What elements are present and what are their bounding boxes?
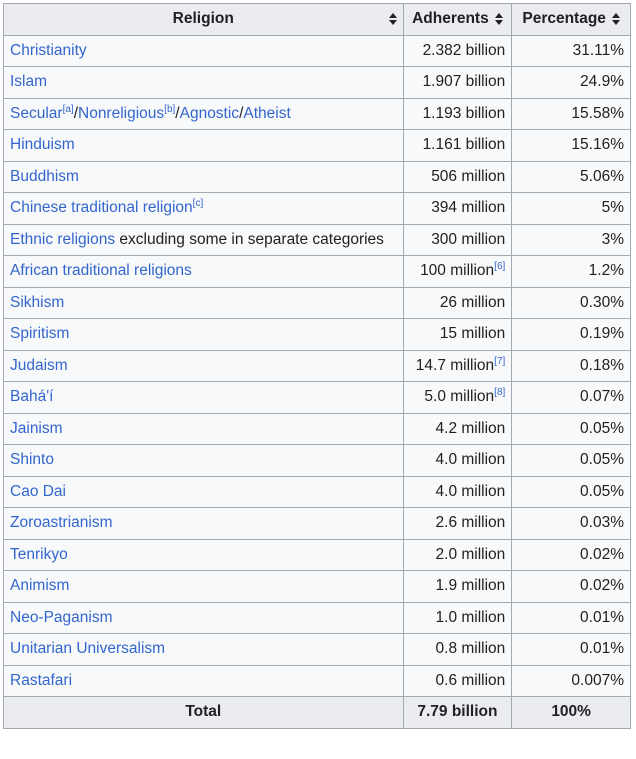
religion-cell <box>4 539 404 571</box>
adherents-value: 506 million <box>431 167 506 185</box>
religion-link[interactable]: Chinese traditional religion <box>10 199 193 217</box>
percentage-cell: 0.18% <box>512 350 631 382</box>
religion-link[interactable]: Nonreligious <box>78 104 165 122</box>
adherents-value: 2.382 billion <box>422 41 506 59</box>
religion-cell <box>4 161 404 193</box>
adherents-cell <box>403 319 512 351</box>
religion-cell <box>4 319 404 351</box>
column-header-label: Percentage <box>522 10 606 28</box>
adherents-cell <box>403 224 512 256</box>
religion-cell <box>4 665 404 697</box>
separator: / <box>73 104 78 122</box>
percentage-cell: 0.03% <box>512 508 631 540</box>
table-row <box>4 193 631 225</box>
adherents-value: 26 million <box>439 293 506 311</box>
column-header-adherents[interactable] <box>403 4 512 36</box>
footnote-link[interactable]: [b] <box>164 103 176 115</box>
adherents-cell <box>403 476 512 508</box>
religion-link[interactable]: Animism <box>10 577 70 595</box>
column-header-percentage[interactable] <box>512 4 631 36</box>
religion-link[interactable]: Christianity <box>10 41 87 59</box>
religion-link[interactable]: Neo-Paganism <box>10 608 113 626</box>
table-row <box>4 602 631 634</box>
religion-cell <box>4 634 404 666</box>
percentage-cell: 15.58% <box>512 98 631 130</box>
adherents-cell <box>403 382 512 414</box>
total-label: Total <box>4 697 404 729</box>
table-row <box>4 67 631 99</box>
religion-link[interactable]: Tenrikyo <box>10 545 68 563</box>
adherents-value: 2.6 million <box>435 514 506 532</box>
adherents-cell <box>403 539 512 571</box>
adherents-value: 5.0 million <box>424 388 495 406</box>
religion-link[interactable]: Spiritism <box>10 325 70 343</box>
adherents-value: 394 million <box>431 199 506 217</box>
religion-link[interactable]: Islam <box>10 73 48 91</box>
religion-link[interactable]: Sikhism <box>10 293 65 311</box>
religion-link[interactable]: Judaism <box>10 356 68 374</box>
separator: / <box>175 104 180 122</box>
adherents-value: 100 million <box>420 262 495 280</box>
table-row <box>4 665 631 697</box>
religion-link[interactable]: Jainism <box>10 419 63 437</box>
reference-link[interactable]: [8] <box>494 387 506 399</box>
percentage-cell: 24.9% <box>512 67 631 99</box>
total-percentage: 100% <box>512 697 631 729</box>
percentage-cell: 0.30% <box>512 287 631 319</box>
table-row <box>4 476 631 508</box>
table-row <box>4 413 631 445</box>
percentage-cell: 1.2% <box>512 256 631 288</box>
percentage-cell: 0.007% <box>512 665 631 697</box>
percentage-cell: 3% <box>512 224 631 256</box>
adherents-cell <box>403 413 512 445</box>
sort-icon[interactable] <box>612 13 620 25</box>
adherents-cell <box>403 130 512 162</box>
sort-icon[interactable] <box>495 13 503 25</box>
adherents-cell <box>403 161 512 193</box>
adherents-value: 1.193 billion <box>422 104 506 122</box>
table-row <box>4 35 631 67</box>
percentage-cell: 5% <box>512 193 631 225</box>
religion-cell <box>4 130 404 162</box>
table-row <box>4 634 631 666</box>
religion-cell <box>4 67 404 99</box>
separator: / <box>239 104 244 122</box>
religion-link[interactable]: Cao Dai <box>10 482 66 500</box>
percentage-cell: 0.05% <box>512 445 631 477</box>
adherents-value: 2.0 million <box>435 545 506 563</box>
religion-link[interactable]: Bahá'í <box>10 388 54 406</box>
religion-link[interactable]: Rastafari <box>10 671 73 689</box>
percentage-cell: 0.05% <box>512 476 631 508</box>
header-row <box>4 4 631 36</box>
table-row <box>4 382 631 414</box>
adherents-value: 4.0 million <box>435 482 506 500</box>
reference-link[interactable]: [6] <box>494 261 506 273</box>
religion-cell <box>4 602 404 634</box>
adherents-cell <box>403 445 512 477</box>
religion-link[interactable]: Buddhism <box>10 167 79 185</box>
adherents-cell <box>403 98 512 130</box>
percentage-cell: 0.02% <box>512 539 631 571</box>
percentage-cell: 0.01% <box>512 634 631 666</box>
religion-link[interactable]: Atheist <box>243 104 291 122</box>
total-adherents: 7.79 billion <box>403 697 512 729</box>
adherents-cell <box>403 35 512 67</box>
religion-link[interactable]: African traditional religions <box>10 262 192 280</box>
table-row <box>4 256 631 288</box>
adherents-cell <box>403 634 512 666</box>
religion-cell <box>4 382 404 414</box>
religion-cell <box>4 350 404 382</box>
religion-cell <box>4 445 404 477</box>
religion-link[interactable]: Hinduism <box>10 136 75 154</box>
religion-cell <box>4 256 404 288</box>
religion-cell <box>4 476 404 508</box>
table-row <box>4 287 631 319</box>
adherents-value: 14.7 million <box>415 356 495 374</box>
sort-icon[interactable] <box>389 13 397 25</box>
adherents-value: 1.161 billion <box>422 136 506 154</box>
reference-link[interactable]: [7] <box>494 355 506 367</box>
table-row <box>4 571 631 603</box>
religion-cell <box>4 571 404 603</box>
percentage-cell: 31.11% <box>512 35 631 67</box>
footnote-link[interactable]: [c] <box>192 198 204 210</box>
adherents-value: 1.907 billion <box>422 73 506 91</box>
percentage-cell: 0.07% <box>512 382 631 414</box>
table-row <box>4 350 631 382</box>
adherents-cell <box>403 350 512 382</box>
religion-link[interactable]: Shinto <box>10 451 54 469</box>
religion-link[interactable]: Ethnic religions <box>10 230 116 248</box>
percentage-cell: 0.02% <box>512 571 631 603</box>
percentage-cell: 0.19% <box>512 319 631 351</box>
religion-description: excluding some in separate categories <box>115 230 384 248</box>
adherents-value: 15 million <box>439 325 506 343</box>
religion-link[interactable]: Secular <box>10 104 63 122</box>
religion-link[interactable]: Agnostic <box>179 104 240 122</box>
religion-link[interactable]: Zoroastrianism <box>10 514 113 532</box>
table-row <box>4 319 631 351</box>
adherents-cell <box>403 508 512 540</box>
table-row <box>4 98 631 130</box>
table-row <box>4 130 631 162</box>
adherents-cell <box>403 193 512 225</box>
table-row <box>4 161 631 193</box>
table-row <box>4 224 631 256</box>
percentage-cell: 0.01% <box>512 602 631 634</box>
adherents-cell <box>403 67 512 99</box>
percentage-cell: 5.06% <box>512 161 631 193</box>
percentage-cell: 15.16% <box>512 130 631 162</box>
adherents-cell <box>403 602 512 634</box>
table-row <box>4 508 631 540</box>
religion-link[interactable]: Unitarian Universalism <box>10 640 166 658</box>
religion-cell <box>4 35 404 67</box>
adherents-value: 300 million <box>431 230 506 248</box>
religion-cell <box>4 224 404 256</box>
adherents-value: 0.8 million <box>435 640 506 658</box>
religion-cell <box>4 193 404 225</box>
religion-cell <box>4 98 404 130</box>
adherents-cell <box>403 287 512 319</box>
adherents-cell <box>403 571 512 603</box>
total-row <box>4 697 631 729</box>
adherents-value: 4.2 million <box>435 419 506 437</box>
percentage-cell: 0.05% <box>512 413 631 445</box>
adherents-value: 1.0 million <box>435 608 506 626</box>
footnote-link[interactable]: [a] <box>62 103 74 115</box>
religion-table <box>3 3 631 729</box>
column-header-label: Religion <box>172 10 234 28</box>
adherents-cell <box>403 256 512 288</box>
adherents-value: 4.0 million <box>435 451 506 469</box>
adherents-value: 1.9 million <box>435 577 506 595</box>
religion-cell <box>4 287 404 319</box>
religion-cell <box>4 413 404 445</box>
column-header-religion[interactable] <box>4 4 404 36</box>
column-header-label: Adherents <box>412 10 489 28</box>
table-row <box>4 445 631 477</box>
religion-cell <box>4 508 404 540</box>
adherents-value: 0.6 million <box>435 671 506 689</box>
adherents-cell <box>403 665 512 697</box>
table-row <box>4 539 631 571</box>
